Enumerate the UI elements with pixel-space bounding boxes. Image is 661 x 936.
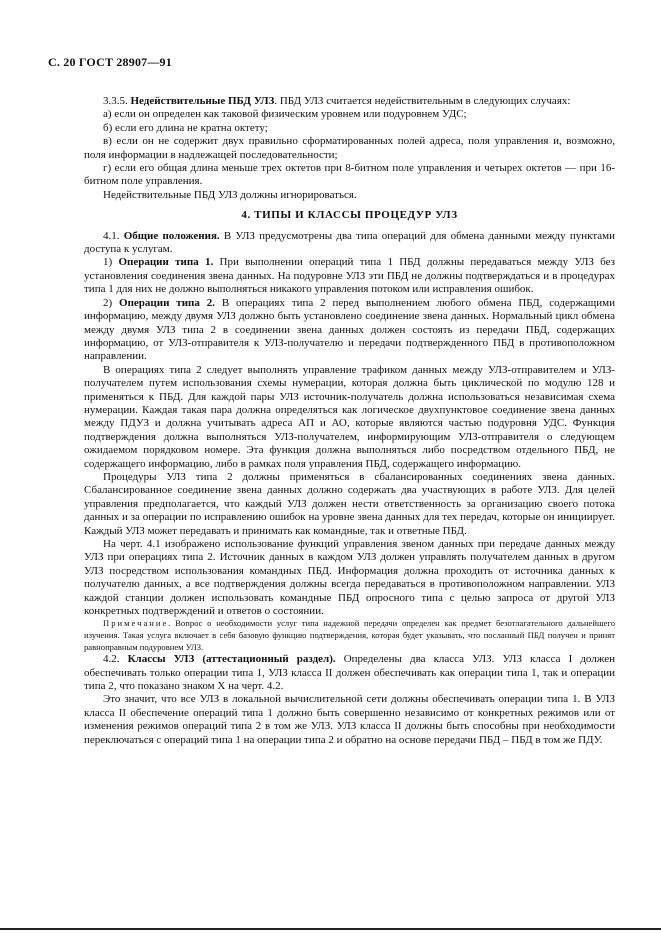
clause-text: В УЛЗ предусмотрены два типа операций для обмена данными между пунктами доступа к услугам.: [84, 229, 615, 256]
list-item-a: а) если он определен как таковой физическим уровнем или подуровнем УДС;: [103, 108, 467, 121]
clause-4-1: [84, 230, 615, 257]
list-item-c: в) если он не содержит двух правильно сформатированных полей адреса, поля управления и, возможно, поля информации в надлежащей последовательности;: [84, 135, 615, 161]
clause-title: Общие положения.: [123, 229, 220, 242]
clause-title: Недействительные ПБД УЛЗ: [130, 95, 275, 107]
note-label: Примечание: [103, 618, 169, 629]
clause-number: 4.1.: [103, 229, 120, 242]
clause-conclusion: Недействительные ПБД УЛЗ должны игнорироваться.: [103, 188, 357, 201]
clause-number: 4.2.: [103, 653, 120, 666]
item-title: Операции типа 2.: [119, 296, 215, 309]
item-text: В операциях типа 2 перед выполнением любого обмена ПБД, содержащими информацию, между двумя УЛЗ должно быть установлено соединение звена данных. Нормальный цикл обмена между двумя УЛЗ типа 2 в соединении звена данных должен состоять из передачи ПБД, содержащих информацию, от УЛЗ-отправителя к УЛЗ-получателю и передачи подтвержденного ПБД в противоположном направлении.: [84, 296, 616, 363]
clause-text: . ПБД УЛЗ считается недействительным в следующих случаях:: [274, 95, 571, 107]
clause-title: Классы УЛЗ (аттестационный раздел).: [127, 653, 336, 666]
page-label: С. 20 ГОСТ 28907—91: [48, 55, 172, 69]
clause-number: 3.3.5.: [103, 95, 128, 107]
operations-type-2: [84, 297, 615, 364]
operations-type-1: [84, 256, 615, 296]
paragraph-class-operations: Это значит, что все УЛЗ в локальной вычислительной сети должны обеспечивать операции типа 1. В УЛЗ класса II обеспечение операций типа 1 должно быть совершенно независимо от конкретных режимов или от изменения режимов операций типа 2 в том же УЛЗ. УЛЗ класса II должны быть способны при необходимости переключаться с операций типа 1 на операции типа 2 и обратно на основе передачи ПБД – ПБД в том же ПДУ.: [84, 693, 615, 746]
item-number: 1): [103, 256, 113, 269]
clause-text: Определены два класса УЛЗ. УЛЗ класса I должен обеспечивать только операции типа 1, УЛЗ класса II должен обеспечивать как операции типа 1, так и операции типа 2, что показано знаком X на черт. 4.2.: [84, 653, 615, 693]
item-text: При выполнении операций типа 1 ПБД должны передаваться между УЛЗ без установления соединения звена данных. На подуровне УЛЗ эти ПБД не должны подтверждаться и в процедурах типа 1 для них не должно выполняться никакого управления потоком или исправления ошибок.: [84, 256, 615, 296]
clause-4-2: [84, 653, 615, 693]
section-heading: 4. ТИПЫ И КЛАССЫ ПРОЦЕДУР УЛЗ: [241, 209, 458, 222]
paragraph-balanced-connections: Процедуры УЛЗ типа 2 должны применяться в сбалансированных соединениях звена данных. Сбалансированное соединение звена данных должно содержать два участвующих в работе УЛЗ. Для целей управления предполагается, что каждый УЛЗ должен нести ответственность за организацию своего потока данных и за операции по исправлению ошибок на уровне звена данных для тех передач, которые он инициирует. Каждый УЛЗ может передавать и принимать как командные, так и ответные ПБД.: [84, 470, 615, 537]
page-header: [48, 55, 172, 70]
paragraph-traffic-control: В операциях типа 2 следует выполнять управление трафиком данных между УЛЗ-отправителем и УЛЗ-получателем путем использования схемы нумерации, которая должна быть циклической по модулю 128 и применяться к ПБД. Для каждой пары УЛЗ источник-получатель должна использоваться независимая схема нумерации. Каждая такая пара должна определяться как логическое двухпунктовое соединение звена данных между ПДУЗ и должна учитывать адреса АП и АО, которые являются частью подуровня УДС. Функция подтверждения должна выполняться УЛЗ-получателем, информирующим УЛЗ-отправителя о следующем ожидаемом порядковом номере. Эта функция должна выполняться либо посредством отдельного ПБД, не содержащего информацию, либо в рамках поля управления ПБД, содержащего информацию.: [84, 363, 615, 470]
document-body: [84, 95, 615, 747]
clause-3-3-5: [84, 95, 615, 108]
bottom-rule: [0, 928, 661, 930]
list-item-d: г) если его общая длина меньше трех октетов при 8-битном поле управления и четырех октетов — при 16-битном поле управления.: [84, 162, 615, 188]
list-item-b: б) если его длина не кратна октету;: [103, 121, 268, 134]
note: [84, 618, 615, 653]
item-title: Операции типа 1.: [118, 256, 214, 269]
item-number: 2): [103, 296, 113, 309]
paragraph-figure-reference: На черт. 4.1 изображено использование функций управления звеном данных при передаче данных между УЛЗ при операциях типа 2. Источник данных в каждом УЛЗ должен управлять получателем данных в другом УЛЗ посредством использования командных ПБД. Информация должна проходить от источника данных к получателю данных, а все подтверждения должны всегда передаваться в противоположном направлении. УЛЗ каждой станции должен использовать командные ПБД опросного типа с целью запроса от другой УЛЗ конкретных подтверждений и ответов о состоянии.: [84, 538, 615, 618]
note-text: . Вопрос о необходимости услуг типа надежной передачи определен как предмет безотлагательного дальнейшего изучения. Такая услуга включает в себя базовую функцию подтверждения, которая будет указывать, что посланный ПБД получен и принят равноправным подуровнем УЛЗ.: [84, 618, 615, 652]
